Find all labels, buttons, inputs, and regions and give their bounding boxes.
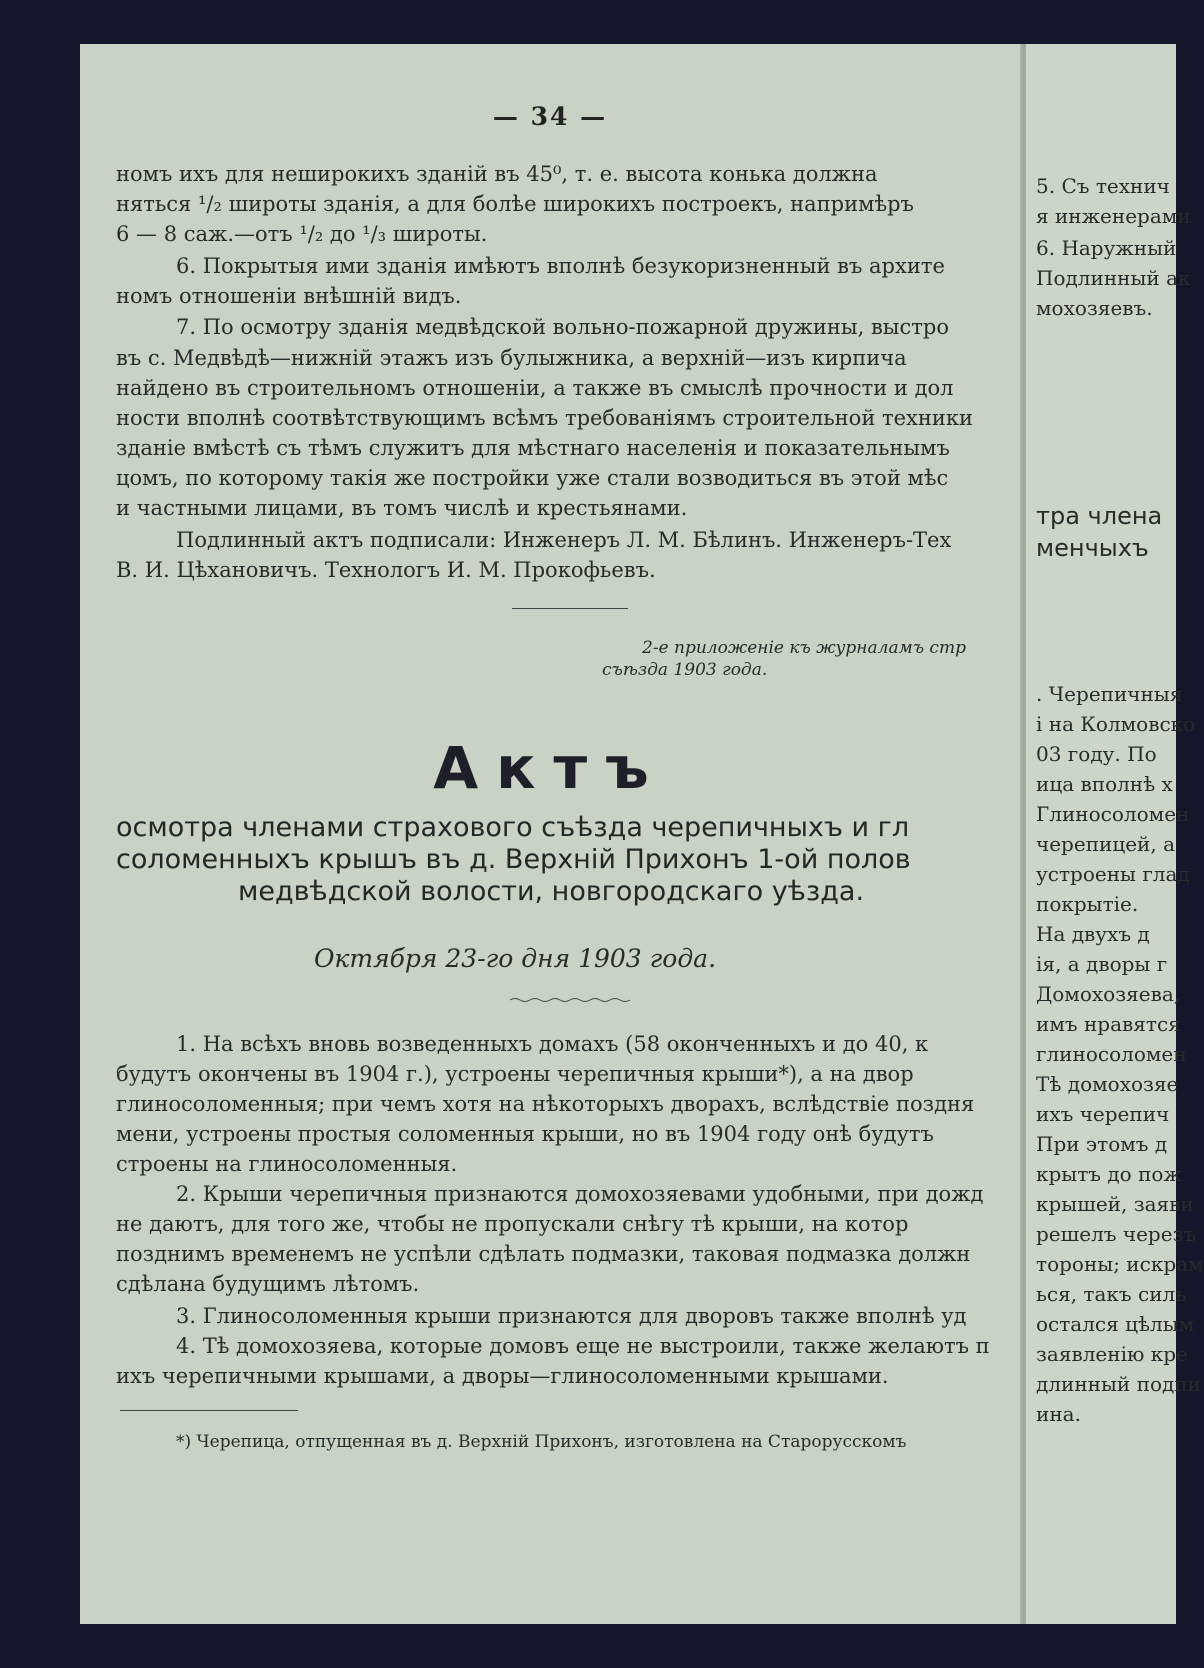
heading-line: менчыхъ xyxy=(1036,534,1149,562)
appendix-note: съѣзда 1903 года. xyxy=(602,660,768,680)
text-line: Домохозяева, xyxy=(1036,982,1181,1006)
text-line: найдено въ строительномъ отношеніи, а также въ смыслѣ прочности и дол xyxy=(116,376,954,400)
text-line: 2. Крыши черепичныя признаются домохозяевами удобными, при дожд xyxy=(176,1182,984,1206)
text-line: ихъ черепичными крышами, а дворы—глиносоломенными крышами. xyxy=(116,1364,889,1388)
text-line: крышей, заяви xyxy=(1036,1192,1194,1216)
heading-line: тра члена xyxy=(1036,502,1163,530)
footnote-rule xyxy=(120,1410,298,1411)
text-line: позднимъ временемъ не успѣли сдѣлать подмазки, таковая подмазка должн xyxy=(116,1242,971,1266)
appendix-note: 2-е приложеніе къ журналамъ стр xyxy=(642,638,966,658)
text-line: номъ ихъ для неширокихъ зданій въ 45⁰, т. е. высота конька должна xyxy=(116,162,878,186)
text-line: остался цѣлым xyxy=(1036,1312,1195,1336)
text-line: глиносоломенныя; при чемъ хотя на нѣкоторыхъ дворахъ, вслѣдствіе поздня xyxy=(116,1092,975,1116)
text-line: имъ нравятся xyxy=(1036,1012,1181,1036)
text-line: ности вполнѣ соотвѣтствующимъ всѣмъ требованіямъ строительной техники xyxy=(116,406,973,430)
text-line: глиносоломен xyxy=(1036,1042,1187,1066)
text-line: тороны; искрам xyxy=(1036,1252,1204,1276)
text-line: сдѣлана будущимъ лѣтомъ. xyxy=(116,1272,420,1296)
signature-line: В. И. Цѣхановичъ. Технологъ И. М. Прокофьевъ. xyxy=(116,558,656,582)
wavy-ornament xyxy=(510,997,630,1003)
subtitle-line: медвѣдской волости, новгородскаго уѣзда. xyxy=(238,876,865,907)
separator-rule xyxy=(512,608,628,609)
text-line: 7. По осмотру зданія медвѣдской вольно-пожарной дружины, выстро xyxy=(176,315,949,339)
text-line: ица вполнѣ х xyxy=(1036,772,1173,796)
text-line: 03 году. По xyxy=(1036,742,1157,766)
text-line: и частными лицами, въ томъ числѣ и крестьянами. xyxy=(116,496,688,520)
text-line: заявленію кре xyxy=(1036,1342,1188,1366)
document-title: Актъ xyxy=(433,734,667,802)
text-line: не даютъ, для того же, чтобы не пропускали снѣгу тѣ крыши, на котор xyxy=(116,1212,909,1236)
text-line: На двухъ д xyxy=(1036,922,1150,946)
document-date: Октября 23-го дня 1903 года. xyxy=(313,944,717,973)
text-line: ихъ черепич xyxy=(1036,1102,1170,1126)
text-line: При этомъ д xyxy=(1036,1132,1168,1156)
left-page xyxy=(80,44,1020,1624)
text-line: Глиносоломен xyxy=(1036,802,1190,826)
text-line: устроены глад xyxy=(1036,862,1190,886)
text-line: 5. Съ технич xyxy=(1036,174,1170,198)
text-line: длинный подпи xyxy=(1036,1372,1201,1396)
scanned-page xyxy=(80,44,1204,1624)
subtitle-line: осмотра членами страхового съѣзда черепичныхъ и гл xyxy=(116,812,910,843)
right-page xyxy=(1026,44,1204,1624)
text-line: 4. Тѣ домохозяева, которые домовъ еще не выстроили, также желаютъ п xyxy=(176,1334,990,1358)
page-number: — 34 — xyxy=(492,102,608,131)
text-line: Тѣ домохозяе xyxy=(1036,1072,1179,1096)
text-line: ина. xyxy=(1036,1402,1081,1426)
text-line: решелъ черезъ xyxy=(1036,1222,1197,1246)
text-line: 6. Наружный xyxy=(1036,236,1177,260)
text-line: 6. Покрытыя ими зданія имѣютъ вполнѣ безукоризненный въ архите xyxy=(176,254,945,278)
footnote: *) Черепица, отпущенная въ д. Верхній Прихонъ, изготовлена на Старорусскомъ xyxy=(176,1432,907,1452)
text-line: і на Колмовско xyxy=(1036,712,1196,736)
text-line: . Черепичныя xyxy=(1036,682,1183,706)
text-line: ія, а дворы г xyxy=(1036,952,1168,976)
text-line: Подлинный ак xyxy=(1036,266,1191,290)
text-line: ься, такъ силь xyxy=(1036,1282,1187,1306)
signature-line: Подлинный актъ подписали: Инженеръ Л. М. Бѣлинъ. Инженеръ-Тех xyxy=(176,528,952,552)
text-line: строены на глиносоломенныя. xyxy=(116,1152,458,1176)
text-line: 6 — 8 саж.—отъ ¹/₂ до ¹/₃ широты. xyxy=(116,222,488,246)
text-line: мени, устроены простыя соломенныя крыши, но въ 1904 году онѣ будутъ xyxy=(116,1122,934,1146)
text-line: няться ¹/₂ широты зданія, а для болѣе широкихъ построекъ, напримѣръ xyxy=(116,192,914,216)
text-line: черепицей, а xyxy=(1036,832,1176,856)
text-line: въ с. Медвѣдѣ—нижній этажъ изъ булыжника, а верхній—изъ кирпича xyxy=(116,346,907,370)
text-line: крытъ до пож xyxy=(1036,1162,1182,1186)
text-line: я инженерами xyxy=(1036,204,1191,228)
text-line: покрытіе. xyxy=(1036,892,1139,916)
text-line: зданіе вмѣстѣ съ тѣмъ служитъ для мѣстнаго населенія и показательнымъ xyxy=(116,436,950,460)
text-line: номъ отношеніи внѣшній видъ. xyxy=(116,284,462,308)
text-line: 3. Глиносоломенныя крыши признаются для дворовъ также вполнѣ уд xyxy=(176,1304,967,1328)
text-line: будутъ окончены въ 1904 г.), устроены черепичныя крыши*), а на двор xyxy=(116,1062,914,1086)
text-line: мохозяевъ. xyxy=(1036,296,1153,320)
text-line: цомъ, по которому такія же постройки уже стали возводиться въ этой мѣс xyxy=(116,466,949,490)
text-line: 1. На всѣхъ вновь возведенныхъ домахъ (58 оконченныхъ и до 40, к xyxy=(176,1032,929,1056)
subtitle-line: соломенныхъ крышъ въ д. Верхній Прихонъ 1-ой полов xyxy=(116,844,911,875)
